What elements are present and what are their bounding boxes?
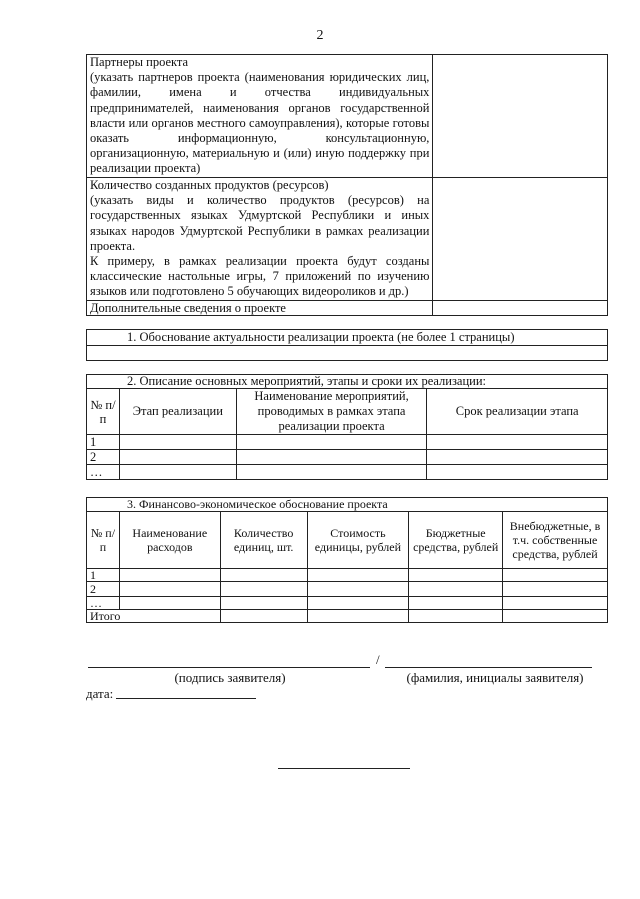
budget-cell[interactable] [409,597,503,610]
name-caption: (фамилия, инициалы заявителя) [406,670,584,685]
products-value[interactable] [433,178,608,301]
section2-header-row [87,389,608,435]
partners-value[interactable] [433,55,608,178]
stage-cell[interactable] [119,435,236,450]
quantity-cell[interactable] [220,582,307,597]
expense-cell[interactable] [119,569,220,582]
unit-cost-cell[interactable] [307,597,409,610]
col-unit-cost-header: Стоимость единицы, рублей [307,512,409,569]
project-info-table [86,54,608,316]
section3-header-row [87,512,608,569]
stage-cell[interactable] [119,450,236,465]
term-cell[interactable] [427,450,608,465]
row-number: 1 [87,435,120,450]
partners-row [87,55,608,178]
date-label: дата: [86,686,114,701]
total-row [87,610,608,623]
products-row [87,178,608,301]
col-budget-header: Бюджетные средства, рублей [409,512,503,569]
total-budget[interactable] [409,610,503,623]
section1-title: 1. Обоснование актуальности реализации проекта (не более 1 страницы) [87,330,608,346]
col-number-header: № п/п [87,512,120,569]
extra-info-row [87,300,608,315]
expense-cell[interactable] [119,582,220,597]
signature-caption: (подпись заявителя) [174,670,286,685]
section1-table [86,329,608,361]
table-row [87,450,608,465]
table-row [87,569,608,582]
table-row [87,465,608,480]
page-number: 2 [316,28,324,43]
name-line[interactable] [385,667,592,668]
quantity-cell[interactable] [220,597,307,610]
section1-content[interactable] [87,346,608,361]
unit-cost-cell[interactable] [307,582,409,597]
section2-table [86,374,608,480]
stage-cell[interactable] [119,465,236,480]
col-activities-header: Наименование мероприятий, проводимых в рамках этапа реализации проекта [236,389,427,435]
section3-title: 3. Финансово-экономическое обоснование проекта [87,498,608,512]
total-quantity[interactable] [220,610,307,623]
bottom-divider [278,768,410,769]
activities-cell[interactable] [236,435,427,450]
row-number: 2 [87,450,120,465]
section2-title: 2. Описание основных мероприятий, этапы и сроки их реализации: [87,375,608,389]
budget-cell[interactable] [409,582,503,597]
col-extrabudget-header: Внебюджетные, в т.ч. собственные средства, рублей [503,512,608,569]
unit-cost-cell[interactable] [307,569,409,582]
partners-title: Партнеры проекта [90,55,189,69]
extra-info-label: Дополнительные сведения о проекте [87,300,433,315]
col-stage-header: Этап реализации [119,389,236,435]
expense-cell[interactable] [119,597,220,610]
total-unit-cost[interactable] [307,610,409,623]
section3-table [86,497,608,623]
activities-cell[interactable] [236,465,427,480]
col-quantity-header: Количество единиц, шт. [220,512,307,569]
col-expense-header: Наименование расходов [119,512,220,569]
extrabudget-cell[interactable] [503,582,608,597]
products-example: К примеру, в рамках реализации проекта будут созданы классические настольные игры, 7 приложений по изучению языков или подготовлено 5 обучающих видеороликов и др.) [90,254,430,299]
row-number: 2 [87,582,120,597]
total-label: Итого [87,610,221,623]
products-title: Количество созданных продуктов (ресурсов) [90,178,329,192]
table-row [87,435,608,450]
term-cell[interactable] [427,435,608,450]
total-extrabudget[interactable] [503,610,608,623]
products-description: (указать виды и количество продуктов (ресурсов) на государственных языках Удмуртской Республики и иных языках народов Удмуртской Республики в рамках реализации проекта. [90,193,430,253]
table-row [87,597,608,610]
partners-cell [87,55,433,178]
activities-cell[interactable] [236,450,427,465]
quantity-cell[interactable] [220,569,307,582]
date-line[interactable] [116,698,256,699]
extra-info-value[interactable] [433,300,608,315]
extrabudget-cell[interactable] [503,569,608,582]
col-number-header: № п/п [87,389,120,435]
products-cell [87,178,433,301]
signature-line[interactable] [88,667,370,668]
table-row [87,582,608,597]
row-number: … [87,597,120,610]
row-number: … [87,465,120,480]
budget-cell[interactable] [409,569,503,582]
col-term-header: Срок реализации этапа [427,389,608,435]
signature-slash: / [376,652,380,667]
row-number: 1 [87,569,120,582]
partners-description: (указать партнеров проекта (наименования юридических лиц, фамилии, имена и отчества индивидуальных предпринимателей, наименования органов государственной власти или органов местного самоуправления), которые готовы оказать информационную, консультационную, организационную, материальную и (или) иную поддержку при реализации проекта) [90,70,430,176]
extrabudget-cell[interactable] [503,597,608,610]
term-cell[interactable] [427,465,608,480]
